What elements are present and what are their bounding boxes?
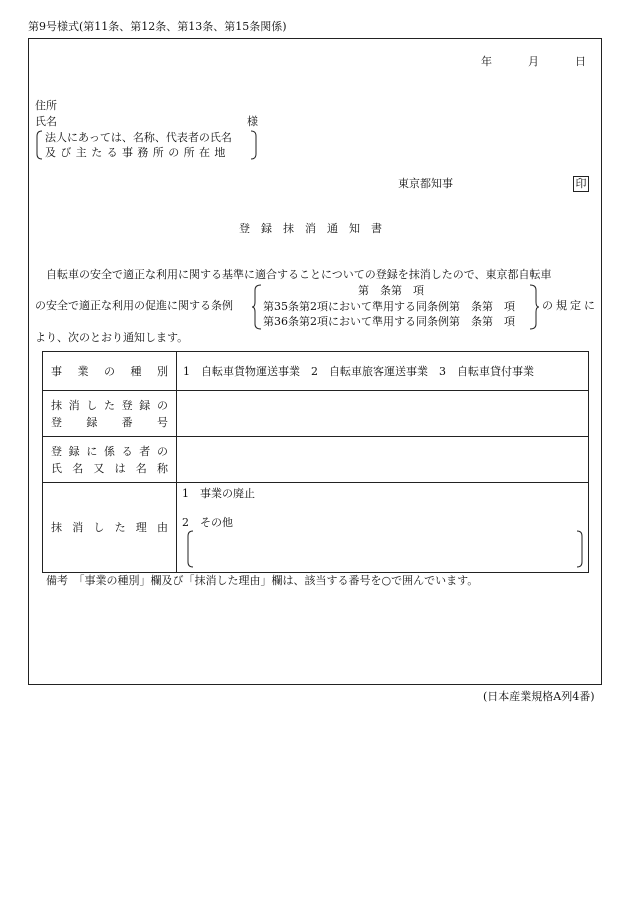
clause-option-1: 第 条第 項 [358, 284, 424, 297]
reason-label [43, 483, 177, 573]
reason-item-1: 1 事業の廃止 [182, 487, 255, 500]
remarks: 備考 「事業の種別」欄及び「抹消した理由」欄は、該当する番号を○で囲んでいます。 [46, 574, 479, 587]
registrant-label-line1: 登 録 に 係 る 者 の [51, 444, 168, 458]
registrant-label [43, 437, 177, 483]
body-line3: より、次のとおり通知します。 [35, 331, 189, 344]
honorific: 様 [247, 115, 258, 128]
address-label: 住所 [35, 99, 57, 112]
date-day: 日 [575, 55, 586, 68]
right-brace [529, 284, 539, 330]
cancelled-number-label-line1: 抹 消 し た 登 録 の [51, 398, 168, 412]
left-brace [252, 284, 262, 330]
corp-note-line1: 法人にあっては、名称、代表者の氏名 [45, 131, 232, 144]
table-row [43, 437, 589, 483]
reason-other-brackets [187, 530, 583, 568]
left-bracket [35, 130, 43, 160]
date-month: 月 [528, 55, 539, 68]
body-line1: 自転車の安全で適正な利用に関する基準に適合することについての登録を抹消したので、東京都自転車 [46, 268, 552, 281]
corp-note-line2: 及び主たる事務所の所在地 [45, 146, 230, 159]
date-year: 年 [481, 55, 492, 68]
reason-item-2: 2 その他 [182, 516, 233, 529]
table-row [43, 352, 589, 391]
right-bracket [250, 130, 258, 160]
business-type-value: 1 自転車貨物運送事業 2 自転車旅客運送事業 3 自転車貸付事業 [177, 352, 589, 391]
reason-value [177, 483, 589, 573]
registrant-label-line2: 氏 名 又 は 名 称 [51, 461, 168, 475]
clause-option-2: 第35条第2項において準用する同条例第 条第 項 [263, 300, 515, 313]
body-line2-prefix: の安全で適正な利用の促進に関する条例 [35, 299, 233, 312]
seal-mark: 印 [573, 176, 589, 192]
business-type-label-text: 事 業 の 種 別 [51, 364, 168, 378]
cancelled-number-label-line2: 登 録 番 号 [51, 415, 168, 429]
clause-option-3: 第36条第2項において準用する同条例第 条第 項 [263, 315, 515, 328]
table-row [43, 391, 589, 437]
cancelled-number-label [43, 391, 177, 437]
body-line2-suffix: の規定に [542, 299, 598, 312]
details-table [42, 351, 589, 573]
document-title: 登録抹消通知書 [239, 222, 393, 235]
cancelled-number-value[interactable] [177, 391, 589, 437]
form-header: 第9号様式(第11条、第12条、第13条、第15条関係) [28, 20, 287, 33]
registrant-value[interactable] [177, 437, 589, 483]
table-row [43, 483, 589, 573]
footer-note: (日本産業規格A列4番) [483, 690, 595, 703]
business-type-label [43, 352, 177, 391]
issuer: 東京都知事 [398, 177, 453, 190]
reason-label-text: 抹 消 し た 理 由 [51, 521, 168, 534]
name-label: 氏名 [35, 115, 57, 128]
